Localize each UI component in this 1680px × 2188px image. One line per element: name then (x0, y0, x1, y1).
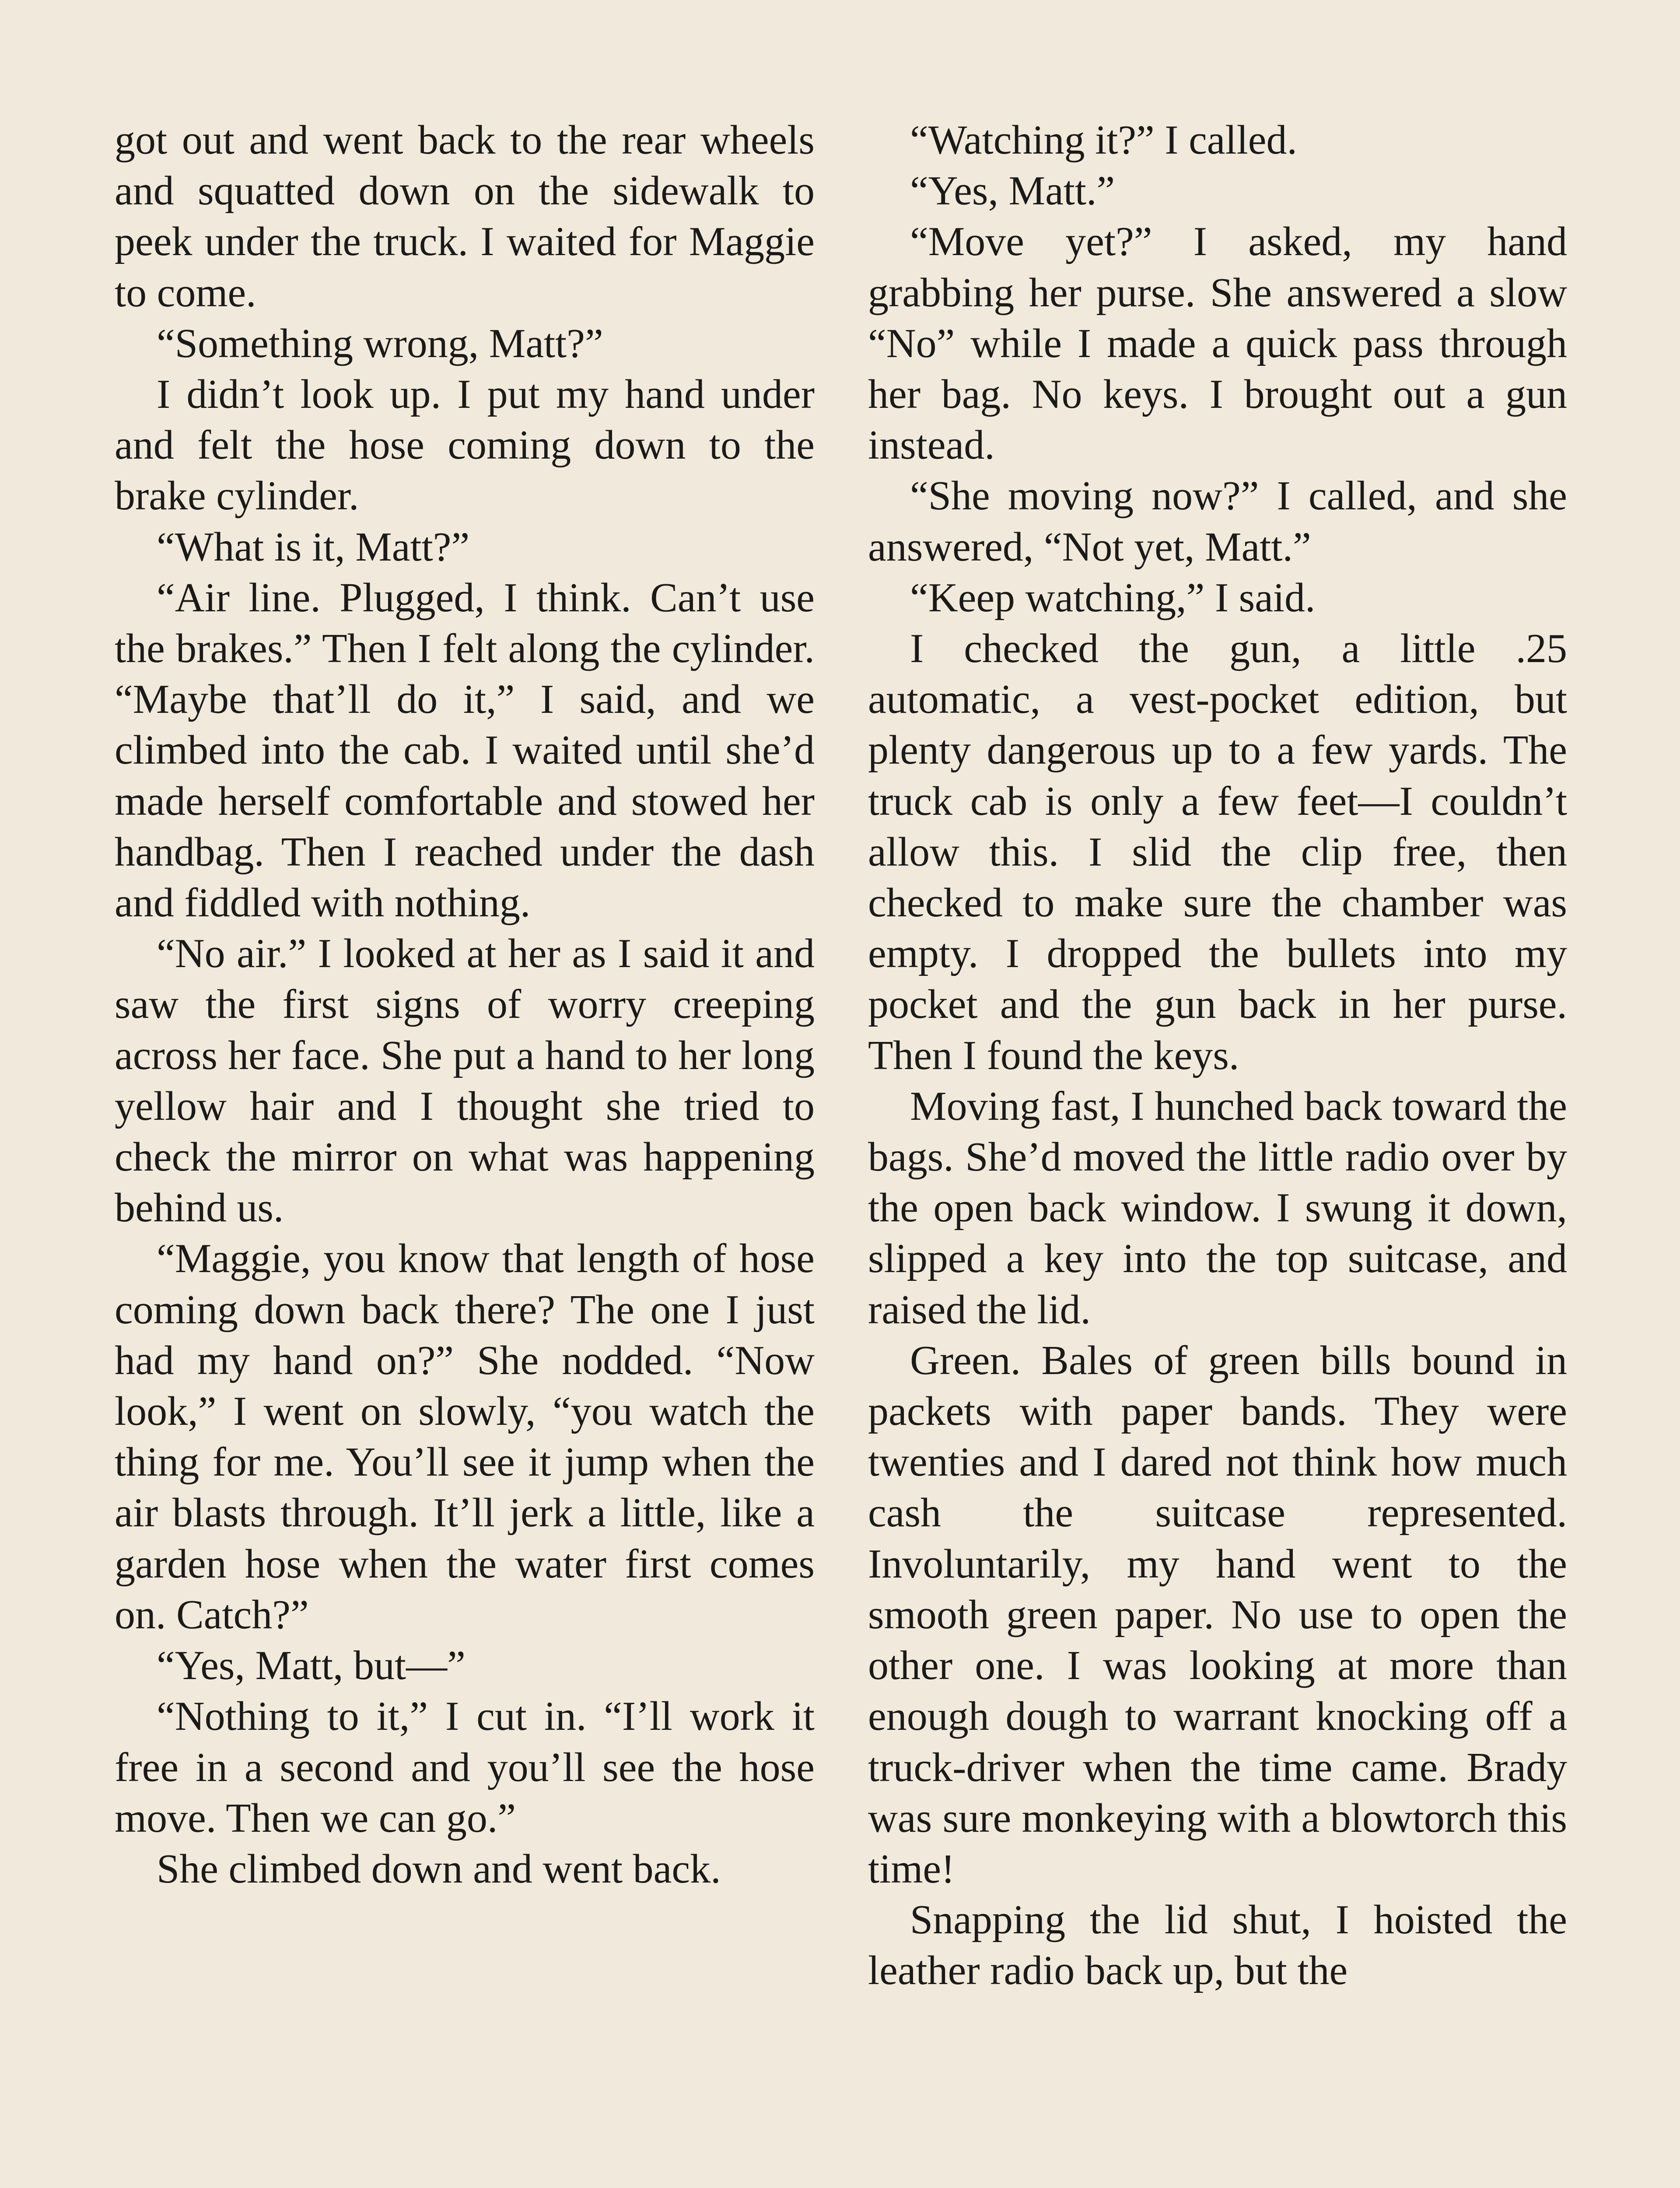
paragraph: “Yes, Matt, but—” (157, 1643, 466, 1689)
paragraph: “She moving now?” I called, and she answered, “Not yet, Matt.” (868, 473, 1567, 570)
paragraph: “What is it, Matt?” (157, 524, 470, 570)
paragraph: “Keep watching,” I said. (910, 575, 1316, 621)
left-text-column (115, 115, 815, 1894)
paragraph: Moving fast, I hunched back toward the bags. She’d moved the little radio over by the open back window. I swung it down, slipped a key into the top suitcase, and raised the lid. (868, 1083, 1567, 1332)
paragraph: I didn’t look up. I put my hand under and felt the hose coming down to the brake cylinder. (115, 372, 815, 519)
paragraph: “Yes, Matt.” (910, 168, 1115, 214)
right-text-column (868, 115, 1567, 1996)
paragraph: I checked the gun, a little .25 automatic, a vest-pocket edition, but plenty dangerous up to a few yards. The truck cab is only a few feet—I couldn’t allow this. I slid the clip free, then checked to make sure the chamber was empty. I dropped the bullets into my pocket and the gun back in her purse. Then I found the keys. (868, 626, 1567, 1078)
paragraph: Snapping the lid shut, I hoisted the leather radio back up, but the (868, 1897, 1567, 1994)
paragraph: “Watching it?” I called. (910, 117, 1297, 163)
paragraph: got out and went back to the rear wheels and squatted down on the sidewalk to peek under the truck. I waited for Maggie to come. (115, 117, 815, 316)
paragraph: “Move yet?” I asked, my hand grabbing her purse. She answered a slow “No” while I made a quick pass through her bag. No keys. I brought out a gun instead. (868, 219, 1567, 468)
paragraph: “Maggie, you know that length of hose coming down back there? The one I just had my hand on?” She nodded. “Now look,” I went on slowly, “you watch the thing for me. You’ll see it jump when the air blasts through. It’ll jerk a little, like a garden hose when the water first comes on. Catch?” (115, 1236, 815, 1637)
paragraph: She climbed down and went back. (157, 1846, 721, 1892)
paragraph: “No air.” I looked at her as I said it and saw the first signs of worry creeping across her face. She put a hand to her long yellow hair and I thought she tried to check the mirror on what was happening behind us. (115, 931, 815, 1231)
paragraph: “Air line. Plugged, I think. Can’t use the brakes.” Then I felt along the cylinder. “Maybe that’ll do it,” I said, and we climbed into the cab. I waited until she’d made herself comfortable and stowed her handbag. Then I reached under the dash and fiddled with nothing. (115, 575, 815, 926)
paragraph: “Nothing to it,” I cut in. “I’ll work it free in a second and you’ll see the hose move. Then we can go.” (115, 1694, 815, 1841)
paragraph: Green. Bales of green bills bound in packets with paper bands. They were twenties and I dared not think how much cash the suitcase represented. Involuntarily, my hand went to the smooth green paper. No use to open the other one. I was looking at more than enough dough to warrant knocking off a truck-driver when the time came. Brady was sure monkeying with a blowtorch this time! (868, 1337, 1567, 1892)
paragraph: “Something wrong, Matt?” (157, 320, 603, 366)
